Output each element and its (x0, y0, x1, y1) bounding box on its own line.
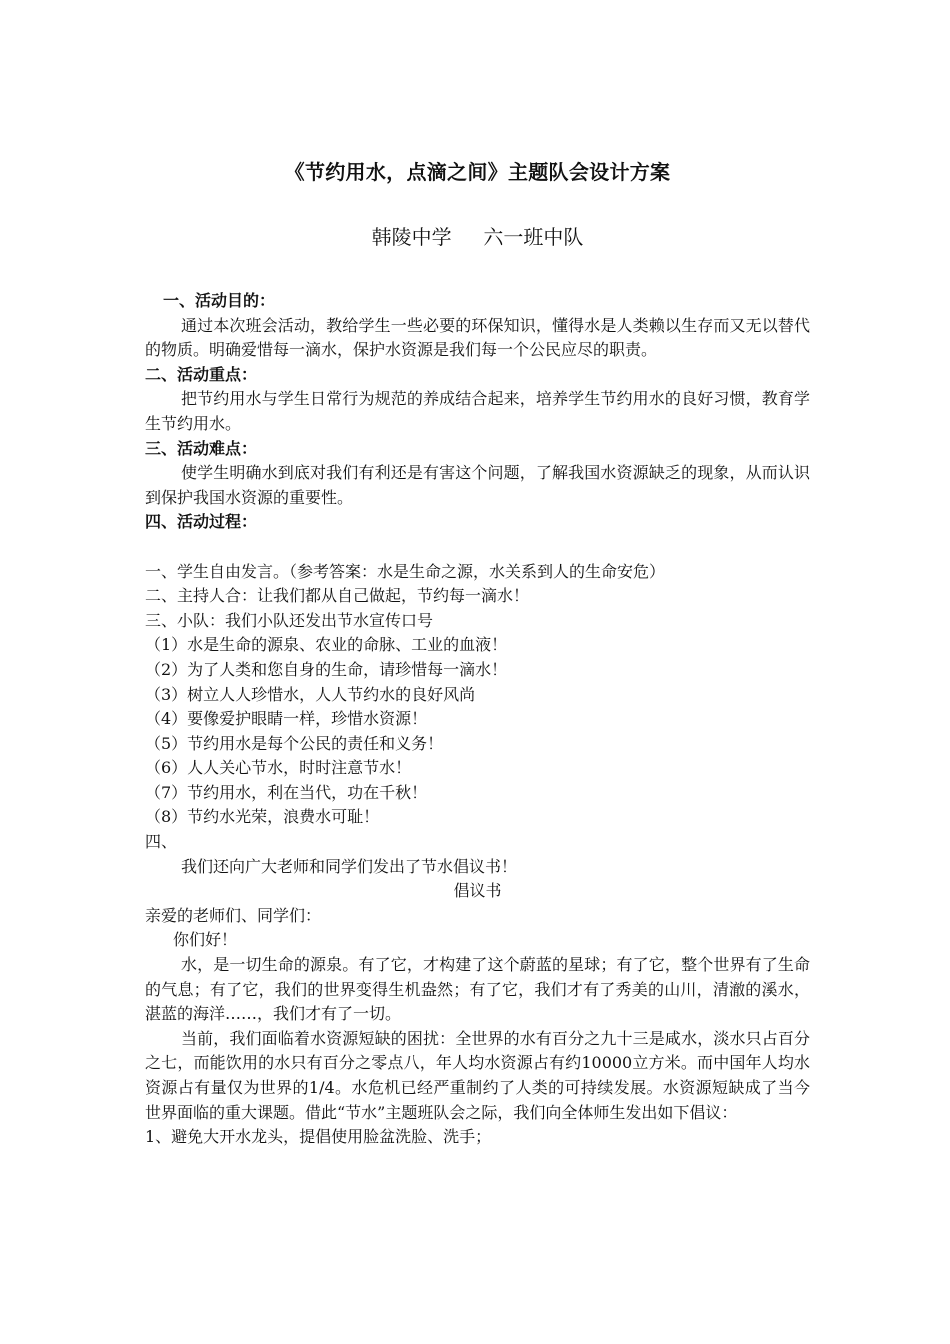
process-step-4-text: 我们还向广大老师和同学们发出了节水倡议书！ (181, 856, 518, 876)
process-step-3: 三、小队：我们小队还发出节水宣传口号 (145, 610, 434, 630)
slogan-item: （2）为了人类和您自身的生命，请珍惜每一滴水！ (145, 659, 508, 679)
process-step-2: 二、主持人合：让我们都从自己做起，节约每一滴水！ (145, 586, 530, 606)
proposal-salutation: 亲爱的老师们、同学们： (145, 905, 322, 925)
slogan-item: （3）树立人人珍惜水，人人节约水的良好风尚 (145, 684, 476, 704)
focus-heading: 二、活动重点： (145, 364, 258, 384)
proposal-paragraph-2: 当前，我们面临着水资源短缺的困扰：全世界的水有百分之九十三是咸水，淡水只占百分之七，而能饮用的水只有百分之零点八，年人均水资源占有约10000立方米。而中国年人均水资源占有量仅为世界的1/4。水危机已经严重制约了人类的可持续发展。水资源短缺成了当今世界面临的重大课题。借此“节水”主题班队会之际，我们向全体师生发出如下倡议： (145, 1028, 810, 1122)
difficulty-heading: 三、活动难点： (145, 438, 258, 458)
proposal-greeting: 你们好！ (173, 930, 238, 950)
slogan-item: （8）节约水光荣，浪费水可耻！ (145, 807, 380, 827)
focus-paragraph: 把节约用水与学生日常行为规范的养成结合起来，培养学生节约用水的良好习惯，教育学生节约用水。 (145, 389, 810, 433)
document-body (145, 289, 810, 1150)
process-step-1: 一、学生自由发言。（参考答案：水是生命之源，水关系到人的生命安危） (145, 561, 666, 581)
blank-line (145, 535, 810, 560)
difficulty-paragraph: 使学生明确水到底对我们有利还是有害这个问题，了解我国水资源缺乏的现象，从而认识到保护我国水资源的重要性。 (145, 463, 810, 507)
document-subtitle: 韩陵中学 六一班中队 (371, 225, 584, 249)
slogan-item: （7）节约用水，利在当代，功在千秋！ (145, 782, 428, 802)
process-heading: 四、活动过程： (145, 512, 258, 532)
slogan-item: （4）要像爱护眼睛一样，珍惜水资源！ (145, 709, 428, 729)
proposal-title: 倡议书 (453, 881, 502, 901)
process-step-4: 四、 (145, 832, 178, 852)
document-page (145, 0, 810, 1344)
document-title: 《节约用水，点滴之间》主题队会设计方案 (284, 160, 671, 184)
purpose-heading: 一、活动目的： (163, 291, 276, 310)
slogan-item: （1）水是生命的源泉、农业的命脉、工业的血液！ (145, 635, 508, 655)
slogan-item: （6）人人关心节水，时时注意节水！ (145, 758, 412, 778)
proposal-item-1: 1、避免大开水龙头，提倡使用脸盆洗脸、洗手； (145, 1127, 492, 1147)
purpose-paragraph: 通过本次班会活动，教给学生一些必要的环保知识，懂得水是人类赖以生存而又无以替代的物质。明确爱惜每一滴水，保护水资源是我们每一个公民应尽的职责。 (145, 315, 810, 360)
proposal-paragraph-1: 水，是一切生命的源泉。有了它，才构建了这个蔚蓝的星球；有了它，整个世界有了生命的气息；有了它，我们的世界变得生机盎然；有了它，我们才有了秀美的山川，清澈的溪水，湛蓝的海洋……，我们才有了一切。 (145, 955, 810, 1024)
slogan-item: （5）节约用水是每个公民的责任和义务！ (145, 733, 444, 753)
